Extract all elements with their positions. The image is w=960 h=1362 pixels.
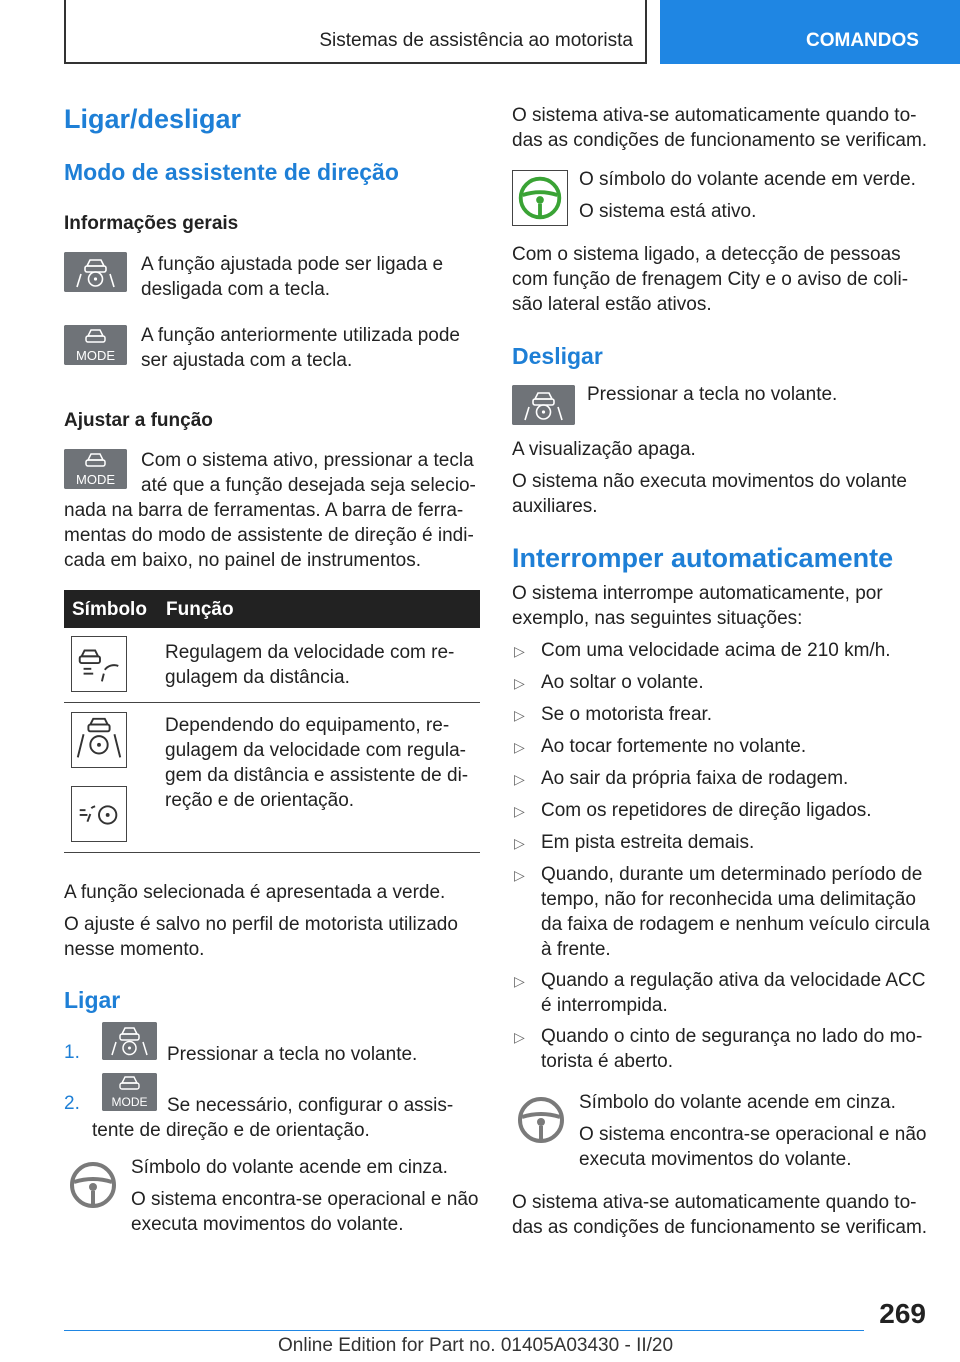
bullet-item-line: Ao soltar o volante. — [541, 672, 704, 693]
footer-edition: Online Edition for Part no. 01405A03430 - II/20 — [278, 1335, 674, 1356]
heading-interromper: Interromper automaticamente — [512, 543, 894, 573]
desligar-text: Pressionar a tecla no volante. — [587, 384, 838, 405]
green-line2: O sistema está ativo. — [579, 201, 757, 222]
bullet-marker: ▷ — [514, 835, 525, 851]
adjust-line3: nada na barra de ferramentas. A barra de ferra- — [64, 500, 464, 521]
table-col-symbol: Símbolo — [72, 599, 147, 620]
bullet-item-line: Ao sair da própria faixa de rodagem. — [541, 768, 849, 789]
steering-assist-button-icon — [64, 252, 127, 292]
header-section-title: Sistemas de assistência ao motorista — [319, 30, 633, 51]
steering-wheel-icon — [516, 1095, 566, 1145]
final-line1: O sistema ativa-se automaticamente quando to- — [512, 1192, 917, 1213]
info-1-line2: desligada com a tecla. — [141, 279, 331, 300]
bullet-item-line: Quando a regulação ativa da velocidade ACC — [541, 970, 926, 991]
steering-assist-icon — [71, 712, 127, 768]
interrupt-line1: O sistema interrompe automaticamente, por — [512, 583, 883, 604]
lane-guidance-icon — [71, 786, 127, 842]
header-chapter-box — [660, 0, 960, 64]
left-gray-line2: O sistema encontra-se operacional e não — [131, 1189, 479, 1210]
page-number: 269 — [879, 1298, 926, 1329]
steering-wheel-icon — [68, 1160, 118, 1210]
bullet-item-line: Quando o cinto de segurança no lado do mo- — [541, 1026, 923, 1047]
bullet-item-line: é interrompida. — [541, 995, 668, 1016]
green-line1: O símbolo do volante acende em verde. — [579, 169, 916, 190]
heading-ajustar: Ajustar a função — [64, 410, 213, 431]
bullet-marker: ▷ — [514, 771, 525, 787]
bullet-item-line: torista é aberto. — [541, 1051, 674, 1072]
acc-distance-icon — [71, 636, 127, 692]
bullet-item-line: Se o motorista frear. — [541, 704, 713, 725]
bullet-marker: ▷ — [514, 803, 525, 819]
heading-modo-assistente: Modo de assistente de direção — [64, 159, 399, 185]
left-gray-line3: executa movimentos do volante. — [131, 1214, 404, 1235]
heading-desligar: Desligar — [512, 343, 603, 369]
table-row1-line1: Regulagem da velocidade com re- — [165, 642, 455, 663]
right-gray-line3: executa movimentos do volante. — [579, 1149, 852, 1170]
bullet-marker: ▷ — [514, 1029, 525, 1045]
bullet-marker: ▷ — [514, 707, 525, 723]
step2-line1: Se necessário, configurar o assis- — [167, 1095, 454, 1116]
table-bottom-rule — [64, 852, 480, 853]
final-line2: das as condições de funcionamento se verificam. — [512, 1217, 928, 1238]
info-1-line1: A função ajustada pode ser ligada e — [141, 254, 444, 275]
heading-ligar-desligar: Ligar/desligar — [64, 104, 242, 134]
bullet-item-line: Quando, durante um determinado período de — [541, 864, 923, 885]
svg-text:MODE: MODE — [111, 1095, 148, 1109]
step1-number: 1. — [64, 1042, 80, 1063]
mode-button-icon — [102, 1073, 157, 1111]
adjust-line5: cada em baixo, no painel de instrumentos. — [64, 550, 421, 571]
heading-ligar: Ligar — [64, 987, 121, 1013]
table-row2-line1: Dependendo do equipamento, re- — [165, 715, 450, 736]
svg-text:MODE: MODE — [76, 348, 115, 363]
adjust-line1: Com o sistema ativo, pressionar a tecla — [141, 450, 474, 471]
footer-rule — [64, 1330, 864, 1331]
step1-text: Pressionar a tecla no volante. — [167, 1044, 418, 1065]
after-table-2-line1: O ajuste é salvo no perfil de motorista utilizado — [64, 914, 458, 935]
heading-informacoes: Informações gerais — [64, 213, 239, 234]
city-line1: Com o sistema ligado, a detecção de pessoas — [512, 244, 901, 265]
table-row2-line3: gem da distância e assistente de di- — [165, 765, 469, 786]
step2-line2: tente de direção e de orientação. — [92, 1120, 370, 1141]
right-gray-line2: O sistema encontra-se operacional e não — [579, 1124, 927, 1145]
info-2-line2: ser ajustada com a tecla. — [141, 350, 353, 371]
city-line3: são lateral estão ativos. — [512, 294, 712, 315]
header-section-box — [64, 0, 647, 64]
bullet-item-line: Ao tocar fortemente no volante. — [541, 736, 807, 757]
table-row2-line2: gulagem da velocidade com regula- — [165, 740, 467, 761]
steering-assist-button-icon — [102, 1022, 157, 1060]
bullet-marker: ▷ — [514, 867, 525, 883]
table-col-function: Função — [166, 599, 234, 620]
desligar-line2b: auxiliares. — [512, 496, 598, 517]
header-chapter-title: COMANDOS — [806, 30, 919, 51]
bullet-item-line: da faixa de rodagem e nenhum veículo circula — [541, 914, 930, 935]
mode-button-icon — [64, 325, 127, 365]
after-table-1: A função selecionada é apresentada a verde. — [64, 882, 446, 903]
desligar-line1: A visualização apaga. — [512, 439, 696, 460]
info-2-line1: A função anteriormente utilizada pode — [141, 325, 460, 346]
interrupt-line2: exemplo, nas seguintes situações: — [512, 608, 803, 629]
after-table-2-line2: nesse momento. — [64, 939, 205, 960]
bullet-marker: ▷ — [514, 973, 525, 989]
bullet-item-line: Com uma velocidade acima de 210 km/h. — [541, 640, 891, 661]
table-row-divider — [64, 702, 480, 703]
bullet-marker: ▷ — [514, 643, 525, 659]
bullet-item-line: tempo, não for reconhecida uma delimitação — [541, 889, 916, 910]
city-line2: com função de frenagem City e o aviso de coli- — [512, 269, 909, 290]
adjust-line2: até que a função desejada seja selecio- — [141, 475, 476, 496]
table-header — [64, 590, 480, 628]
bullet-item-line: Com os repetidores de direção ligados. — [541, 800, 872, 821]
desligar-line2a: O sistema não executa movimentos do volante — [512, 471, 907, 492]
step2-number: 2. — [64, 1093, 80, 1114]
intro-line2: das as condições de funcionamento se verificam. — [512, 130, 928, 151]
svg-text:MODE: MODE — [76, 472, 115, 487]
bullet-item-line: à frente. — [541, 939, 611, 960]
steering-wheel-green-icon — [512, 170, 568, 226]
mode-button-icon — [64, 449, 127, 489]
left-gray-line1: Símbolo do volante acende em cinza. — [131, 1157, 448, 1178]
bullet-item-line: Em pista estreita demais. — [541, 832, 755, 853]
table-row1-line2: gulagem da distância. — [165, 667, 350, 688]
adjust-line4: mentas do modo de assistente de direção é indi- — [64, 525, 474, 546]
bullet-marker: ▷ — [514, 675, 525, 691]
bullet-marker: ▷ — [514, 739, 525, 755]
right-gray-line1: Símbolo do volante acende em cinza. — [579, 1092, 896, 1113]
steering-assist-button-icon — [512, 385, 575, 425]
intro-line1: O sistema ativa-se automaticamente quando to- — [512, 105, 917, 126]
table-row2-line4: reção e de orientação. — [165, 790, 355, 811]
